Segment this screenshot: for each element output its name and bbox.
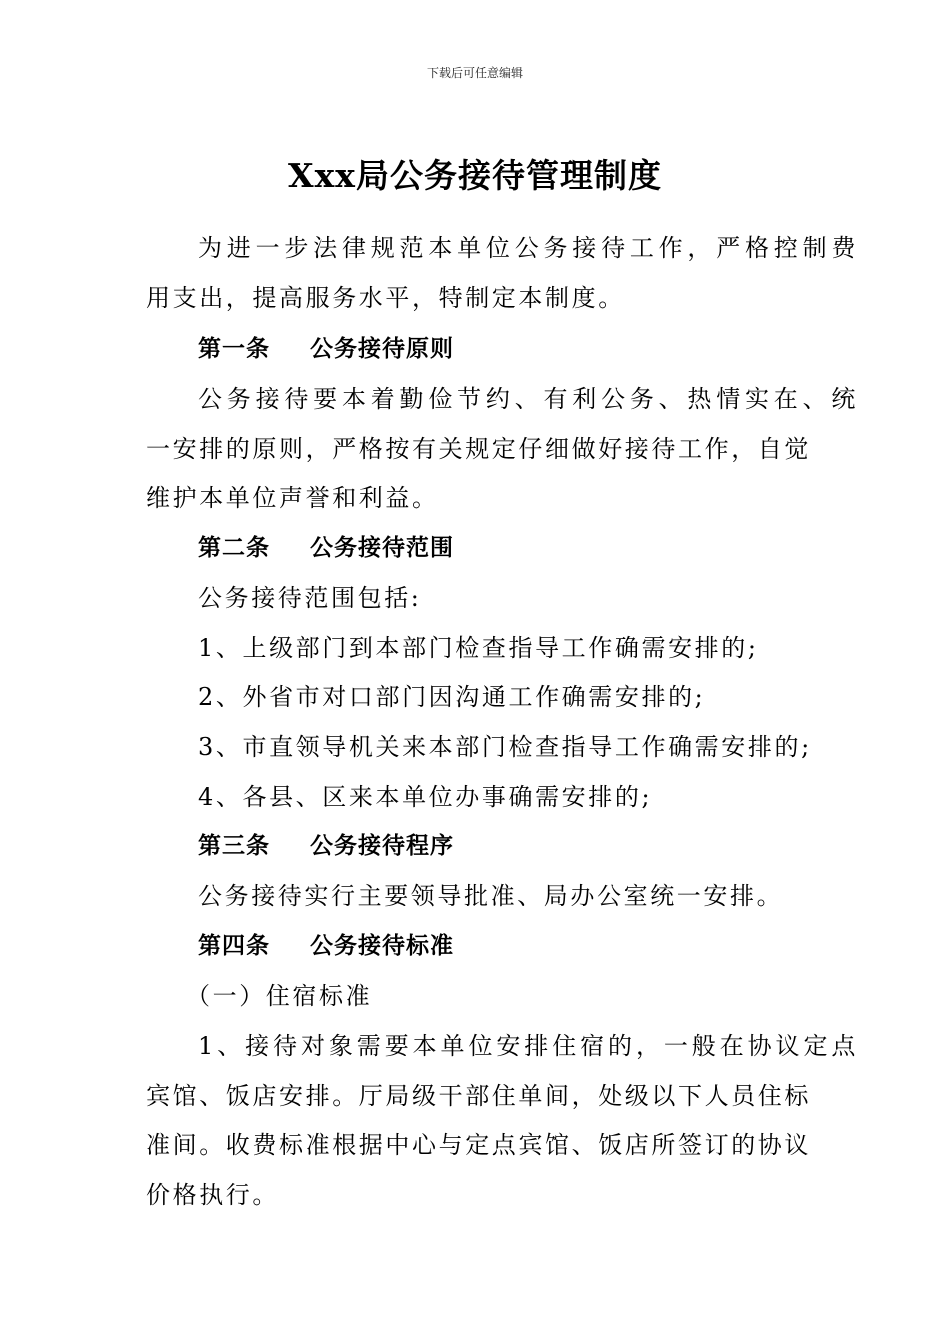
article-1-line-3: 维护本单位声誉和利益。 <box>146 484 439 512</box>
article-2-item-1: 1、上级部门到本部门检查指导工作确需安排的; <box>198 634 759 662</box>
article-4-number: 第四条 <box>198 933 270 959</box>
page-header: 下载后可任意编辑 <box>426 66 523 80</box>
article-4-line-4: 价格执行。 <box>146 1181 279 1209</box>
article-4-line-2: 宾馆、饭店安排。厅局级干部住单间，处级以下人员住标 <box>146 1082 811 1110</box>
article-1-line-2: 一安排的原则，严格按有关规定仔细做好接待工作，自觉 <box>146 435 811 463</box>
article-3-name: 公务接待程序 <box>310 833 454 859</box>
article-2-item-4: 4、各县、区来本单位办事确需安排的; <box>198 783 653 811</box>
article-2-name: 公务接待范围 <box>310 535 454 561</box>
article-1-number: 第一条 <box>198 336 270 362</box>
article-1-heading <box>198 333 858 365</box>
article-2-item-3: 3、市直领导机关来本部门检查指导工作确需安排的; <box>198 733 812 761</box>
article-2-item-2: 2、外省市对口部门因沟通工作确需安排的; <box>198 683 706 711</box>
article-4-subheading: （一）住宿标准 <box>186 982 373 1010</box>
article-3-heading <box>198 830 858 862</box>
article-3-line-1: 公务接待实行主要领导批准、局办公室统一安排。 <box>198 882 784 910</box>
article-4-line-1: 1、接待对象需要本单位安排住宿的，一般在协议定点 <box>198 1032 858 1060</box>
article-2-line-1: 公务接待范围包括: <box>198 584 422 612</box>
article-4-heading <box>198 930 858 962</box>
article-1-line-1: 公务接待要本着勤俭节约、有利公务、热情实在、统 <box>198 385 858 413</box>
article-4-name: 公务接待标准 <box>310 933 454 959</box>
article-2-heading <box>198 532 858 564</box>
intro-line-1: 为进一步法律规范本单位公务接待工作，严格控制费 <box>198 234 858 262</box>
intro-line-2: 用支出，提高服务水平，特制定本制度。 <box>146 284 625 312</box>
article-1-name: 公务接待原则 <box>310 336 454 362</box>
article-4-line-3: 准间。收费标准根据中心与定点宾馆、饭店所签订的协议 <box>146 1131 811 1159</box>
article-2-number: 第二条 <box>198 535 270 561</box>
article-3-number: 第三条 <box>198 833 270 859</box>
document-title: Xxx局公务接待管理制度 <box>288 156 662 195</box>
